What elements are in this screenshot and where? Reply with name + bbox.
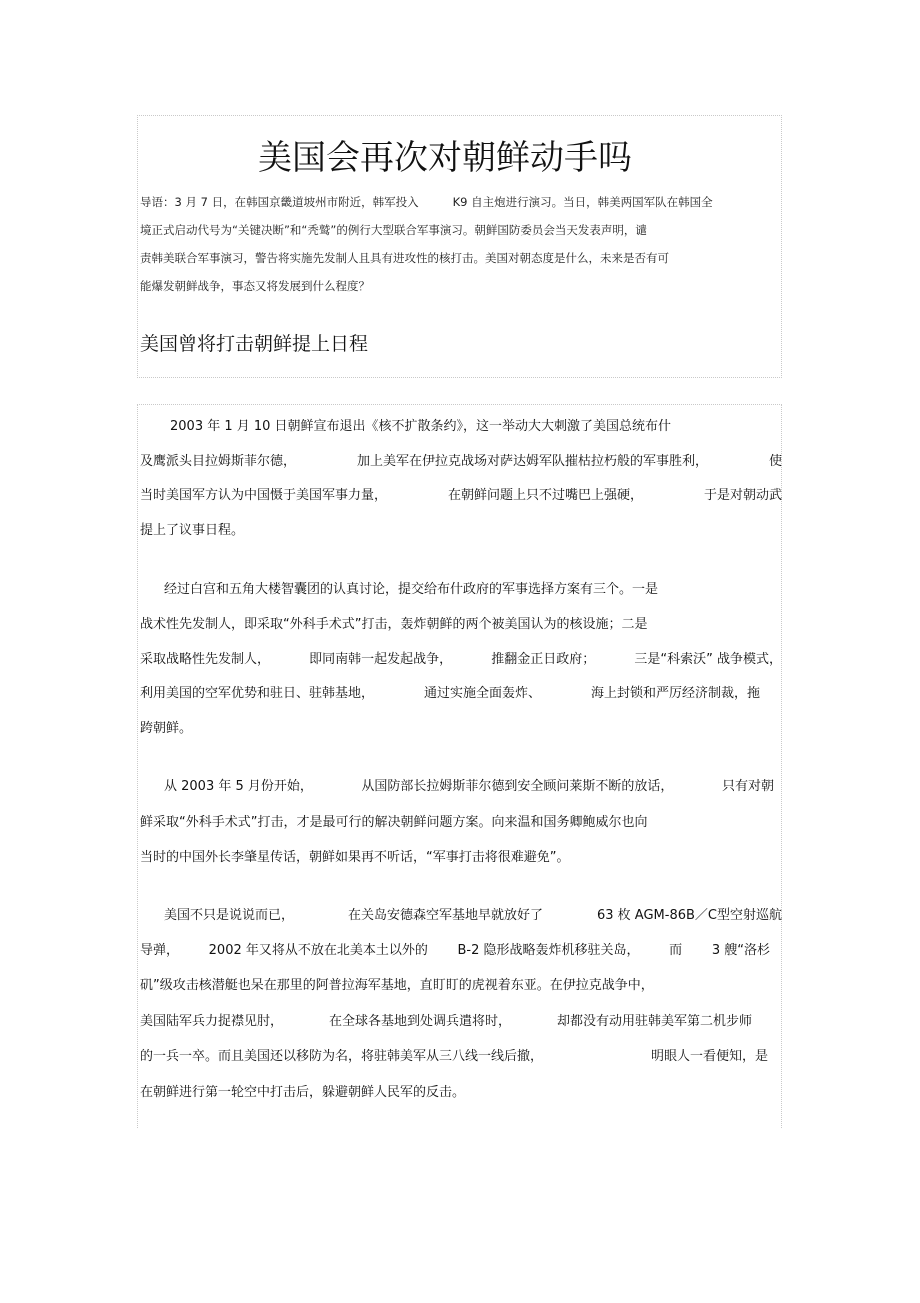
intro-text: 导语：3 月 7 日，在韩国京畿道坡州市附近，韩军投入 (140, 195, 419, 209)
paragraph-line: 经过白宫和五角大楼智囊团的认真讨论，提交给布什政府的军事选择方案有三个。一是 (164, 582, 659, 597)
paragraph-line (140, 1012, 752, 1032)
text-span: 采取战略性先发制人， (140, 652, 271, 667)
paragraph-line (140, 452, 782, 472)
intro-line-3: 责韩美联合军事演习，警告将实施先发制人且具有进攻性的核打击。美国对朝态度是什么，未来是否有可 (140, 251, 669, 265)
paragraph-line (140, 486, 782, 506)
text-span: 三是“科索沃” 战争模式， (634, 652, 782, 667)
paragraph-line (140, 650, 782, 670)
text-span: 在关岛安德森空军基地早就放好了 (348, 908, 544, 923)
text-span: 及鹰派头目拉姆斯菲尔德， (140, 454, 297, 469)
text-span: 当时美国军方认为中国慑于美国军事力量， (140, 488, 388, 503)
text-span: 导弹， (140, 943, 180, 958)
text-span: 2002 年又将从不放在北美本土以外的 (208, 943, 428, 958)
text-span: 从 2003 年 5 月份开始， (164, 779, 313, 794)
paragraph-line (140, 906, 782, 926)
text-span: B-2 隐形战略轰炸机移驻关岛， (457, 943, 640, 958)
text-span: 利用美国的空军优势和驻日、驻韩基地， (140, 686, 375, 701)
paragraph-line (140, 941, 770, 961)
paragraph-line: 在朝鲜进行第一轮空中打击后，躲避朝鲜人民军的反击。 (140, 1085, 466, 1100)
text-span: 推翻金正日政府； (491, 652, 596, 667)
paragraph-line: 跨朝鲜。 (140, 721, 193, 736)
text-span: 的一兵一卒。而且美国还以移防为名，将驻韩美军从三八线一线后撤， (140, 1049, 544, 1064)
paragraph-line (140, 1047, 768, 1067)
intro-line-1 (140, 194, 713, 210)
text-span: 美国不只是说说而已， (164, 908, 295, 923)
text-span: 63 枚 AGM-86B／C型空射巡航 (597, 908, 782, 923)
text-span: 即同南韩一起发起战争， (309, 652, 453, 667)
paragraph-line (140, 777, 774, 797)
paragraph-line: 矶”级攻击核潜艇也呆在那里的阿普拉海军基地，直盯盯的虎视着东亚。在伊拉克战争中， (140, 978, 654, 993)
paragraph-line: 战术性先发制人，即采取“外科手术式”打击，轰炸朝鲜的两个被美国认为的核设施；二是 (140, 617, 648, 632)
page-title: 美国会再次对朝鲜动手吗 (258, 138, 632, 178)
text-span: 3 艘“洛杉 (711, 943, 770, 958)
intro-line-4: 能爆发朝鲜战争，事态又将发展到什么程度？ (140, 279, 370, 293)
text-span: 美国陆军兵力捉襟见肘， (140, 1014, 284, 1029)
text-span: 加上美军在伊拉克战场对萨达姆军队摧枯拉朽般的军事胜利， (356, 454, 708, 469)
text-span: 从国防部长拉姆斯菲尔德到安全顾问莱斯不断的放话， (361, 779, 674, 794)
text-span: 使 (768, 454, 782, 469)
text-span: 海上封锁和严厉经济制裁，拖 (590, 686, 760, 701)
text-span: 明眼人一看便知，是 (650, 1049, 768, 1064)
paragraph-line (140, 684, 760, 704)
paragraph-line: 2003 年 1 月 10 日朝鲜宣布退出《核不扩散条约》，这一举动大大刺激了美国总统布什 (170, 419, 672, 434)
text-span: 于是对朝动武 (703, 488, 782, 503)
paragraph-line: 鲜采取“外科手术式”打击，才是最可行的解决朝鲜问题方案。向来温和国务卿鲍威尔也向 (140, 815, 648, 830)
intro-text: K9 自主炮进行演习。当日，韩美两国军队在韩国全 (452, 195, 713, 209)
section-heading: 美国曾将打击朝鲜提上日程 (140, 333, 369, 355)
paragraph-line: 当时的中国外长李肇星传话，朝鲜如果再不听话，“军事打击将很难避免”。 (140, 850, 570, 865)
text-span: 只有对朝 (721, 779, 774, 794)
text-span: 而 (669, 943, 683, 958)
intro-line-2: 境正式启动代号为“关键决断”和“秃鹫”的例行大型联合军事演习。朝鲜国防委员会当天发表声明，谴 (140, 223, 647, 237)
text-span: 通过实施全面轰炸、 (423, 686, 541, 701)
text-span: 却都没有动用驻韩美军第二机步师 (556, 1014, 752, 1029)
text-span: 在朝鲜问题上只不过嘴巴上强硬， (447, 488, 643, 503)
paragraph-line: 提上了议事日程。 (140, 523, 245, 538)
text-span: 在全球各基地到处调兵遣将时， (328, 1014, 511, 1029)
